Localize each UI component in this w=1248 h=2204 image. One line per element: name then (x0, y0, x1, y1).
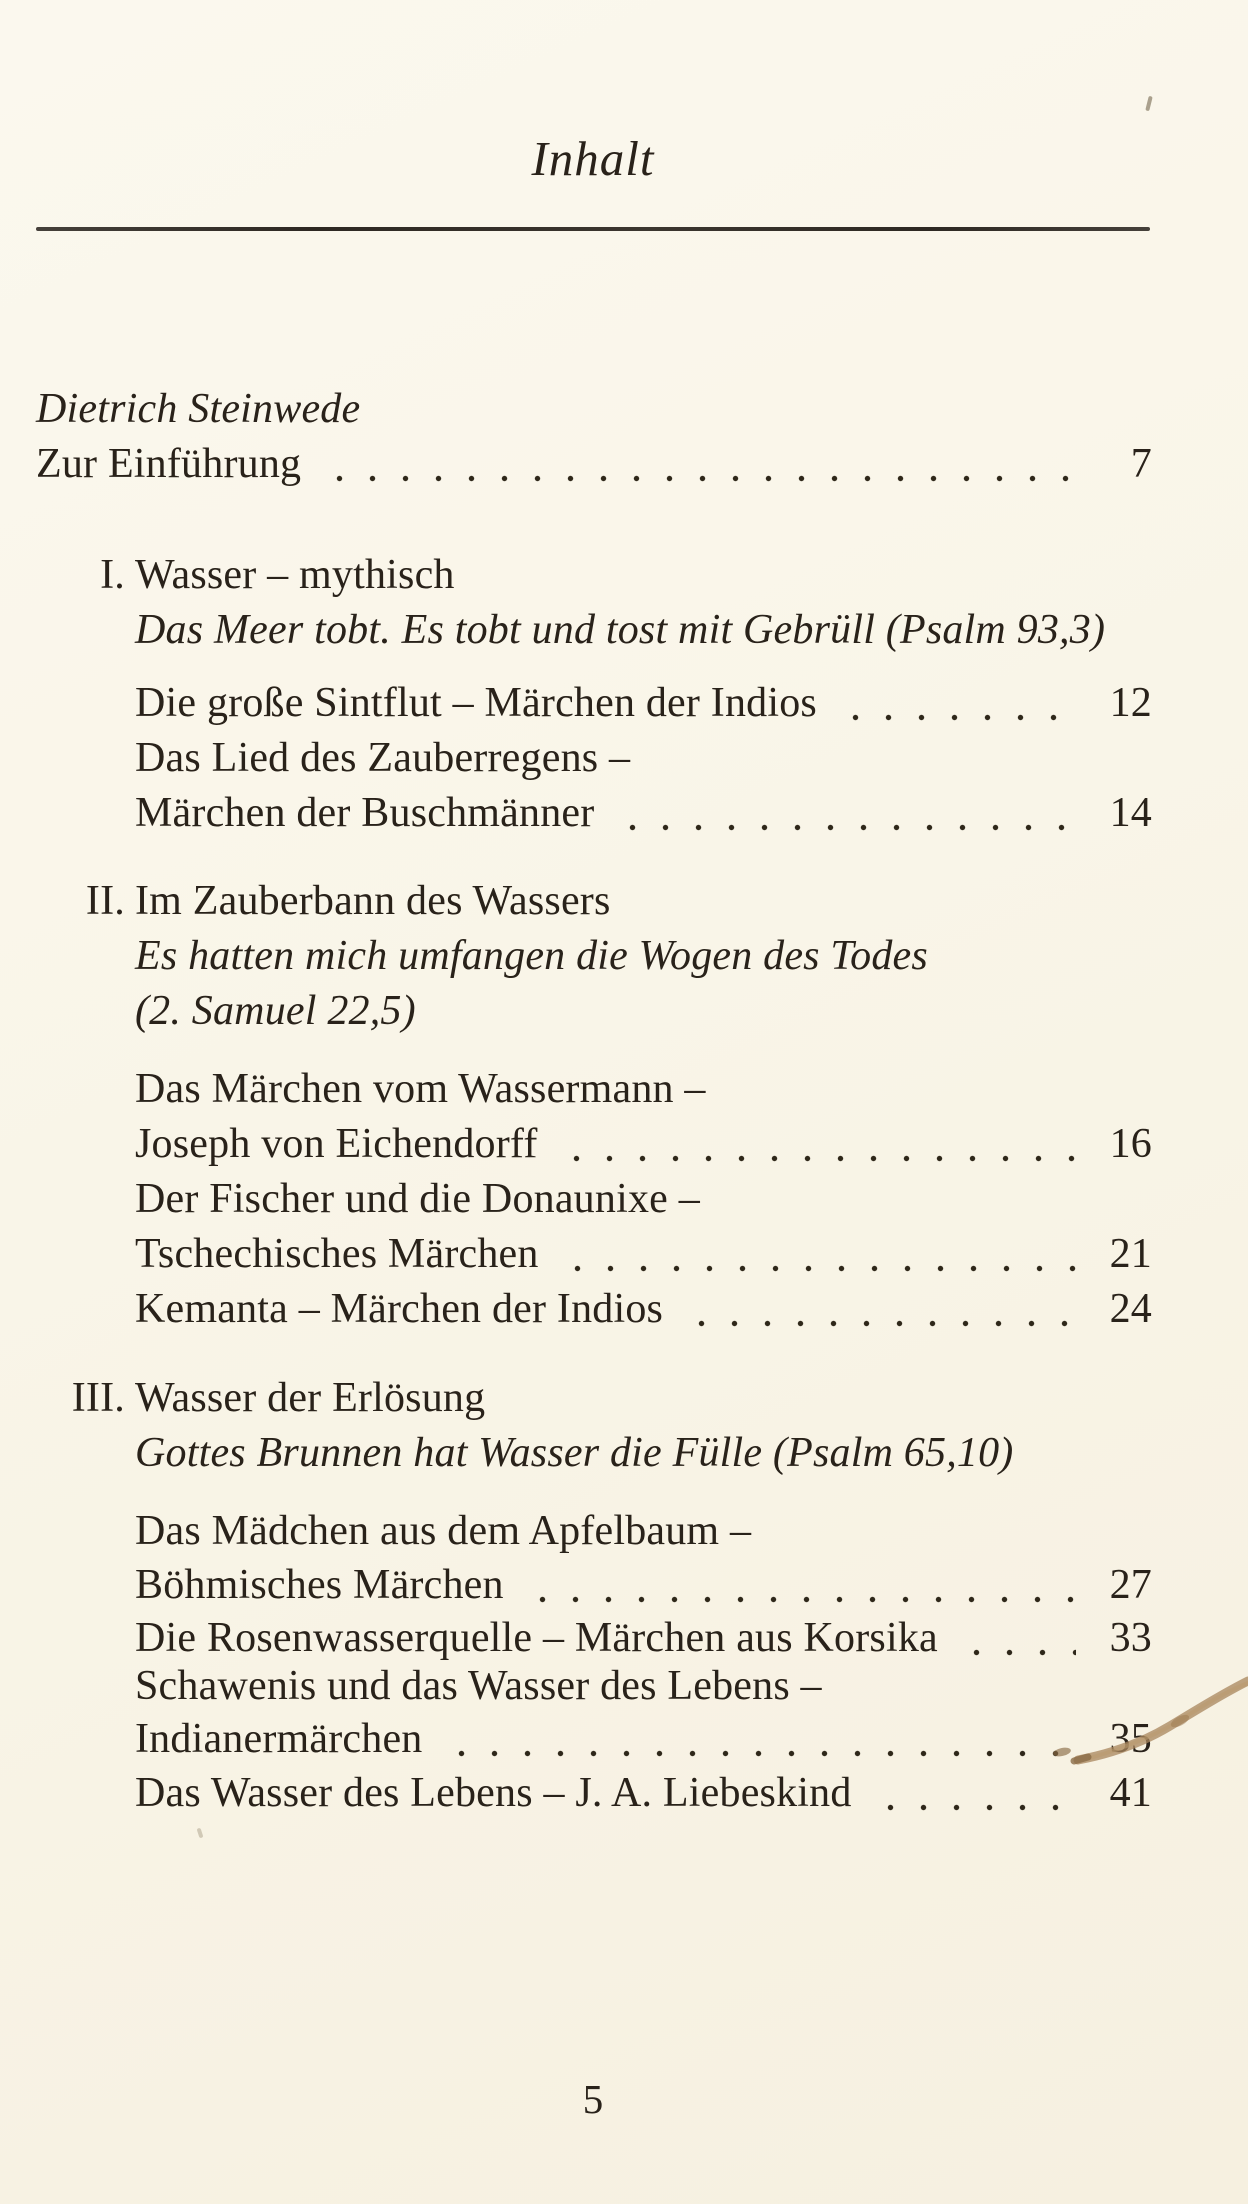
divider-rule (36, 227, 1150, 231)
section-heading-2: Im Zauberbann des Wassers (135, 878, 611, 924)
section-numeral-3: III. (71, 1375, 125, 1421)
dot-leader (548, 1117, 1076, 1172)
section-epigraph-3: Gottes Brunnen hat Wasser die Fülle (Psalm 65,10) (135, 1430, 1014, 1476)
entry-label: Das Wasser des Lebens – J. A. Liebeskind (135, 1770, 852, 1816)
toc-entry (135, 1712, 1152, 1767)
entry-page-number: 12 (1109, 680, 1152, 726)
entry-label: Böhmisches Märchen (135, 1562, 504, 1608)
page-title: Inhalt (531, 131, 655, 186)
section-epigraph-2: Es hatten mich umfangen die Wogen des Todes (135, 933, 928, 979)
toc-entry (135, 786, 1152, 841)
entry-label-continued: Das Mädchen aus dem Apfelbaum – (135, 1508, 752, 1554)
entry-label-continued: Der Fischer und die Donaunixe – (135, 1176, 700, 1222)
entry-page-number: 7 (1130, 441, 1152, 487)
toc-entry (135, 1282, 1152, 1337)
entry-page-number: 27 (1109, 1562, 1152, 1608)
toc-entry (135, 1117, 1152, 1172)
dot-leader (549, 1227, 1076, 1282)
entry-label: Joseph von Eichendorff (135, 1121, 538, 1167)
entry-label-continued: Schawenis und das Wasser des Lebens – (135, 1663, 822, 1709)
dot-leader (514, 1558, 1076, 1613)
page-number: 5 (582, 2076, 604, 2122)
entry-page-number: 24 (1109, 1286, 1152, 1332)
entry-page-number: 14 (1109, 790, 1152, 836)
scan-speck (197, 1828, 204, 1839)
section-heading-3: Wasser der Erlösung (135, 1375, 486, 1421)
entry-page-number: 33 (1109, 1615, 1152, 1661)
entry-page-number: 41 (1109, 1770, 1152, 1816)
intro-author: Dietrich Steinwede (36, 386, 361, 432)
dot-leader (827, 676, 1076, 731)
toc-entry (135, 676, 1152, 731)
entry-label-continued: Das Märchen vom Wassermann – (135, 1066, 706, 1112)
section-epigraph-2b: (2. Samuel 22,5) (135, 988, 416, 1034)
entry-label-continued: Das Lied des Zauberregens – (135, 735, 631, 781)
entry-page-number: 16 (1109, 1121, 1152, 1167)
toc-entry (135, 1558, 1152, 1613)
toc-entry (135, 1611, 1152, 1666)
entry-page-number: 21 (1109, 1231, 1152, 1277)
section-epigraph-1: Das Meer tobt. Es tobt und tost mit Gebrüll (Psalm 93,3) (135, 607, 1106, 653)
entry-label: Kemanta – Märchen der Indios (135, 1286, 664, 1332)
entry-label: Zur Einführung (36, 441, 302, 487)
section-numeral-2: II. (85, 878, 125, 924)
dot-leader (673, 1282, 1076, 1337)
toc-entry (135, 1766, 1152, 1821)
scan-tick-mark (1145, 96, 1153, 112)
toc-entry (135, 1227, 1152, 1282)
dot-leader (433, 1712, 1076, 1767)
section-heading-1: Wasser – mythisch (135, 552, 455, 598)
entry-label: Indianermärchen (135, 1716, 423, 1762)
dot-leader (604, 786, 1076, 841)
entry-label: Märchen der Buschmänner (135, 790, 595, 836)
toc-entry-intro (36, 437, 1152, 492)
dot-leader (311, 437, 1076, 492)
entry-page-number: 35 (1109, 1716, 1152, 1762)
section-numeral-1: I. (100, 552, 125, 598)
entry-label: Tschechisches Märchen (135, 1231, 539, 1277)
entry-label: Die Rosenwasserquelle – Märchen aus Korsika (135, 1615, 938, 1661)
entry-label: Die große Sintflut – Märchen der Indios (135, 680, 817, 726)
pen-smudge-mark (1030, 1648, 1248, 1798)
